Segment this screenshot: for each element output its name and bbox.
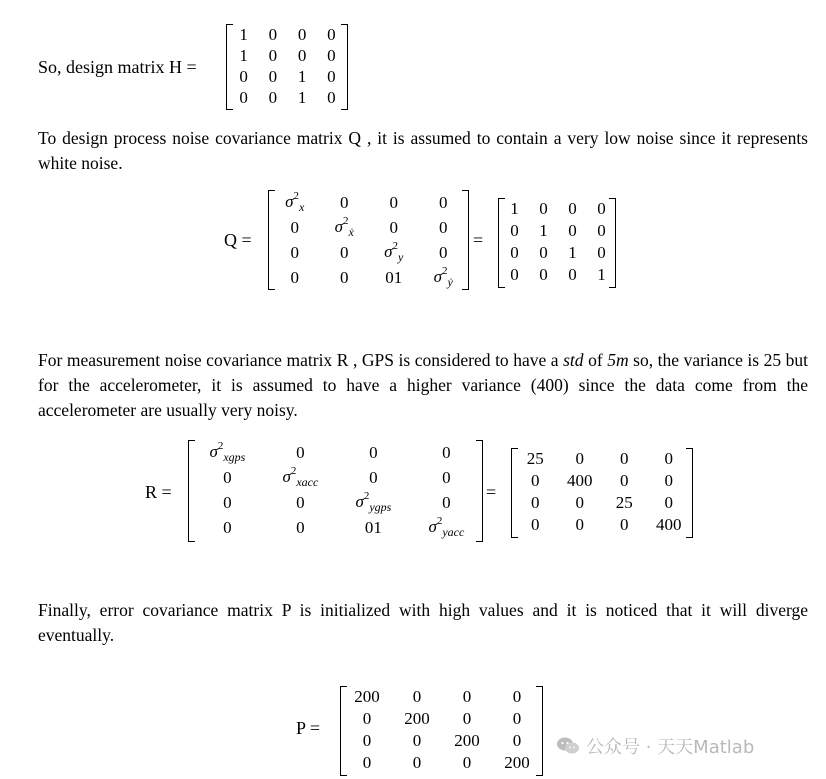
q-value-matrix [500, 198, 616, 286]
matrix-cell: 0 [290, 267, 299, 287]
matrix-cell: 0 [462, 709, 472, 728]
p-label: P = [296, 718, 320, 738]
matrix-cell: 0 [296, 492, 305, 512]
matrix-cell: 0 [462, 753, 472, 772]
matrix-cell: $\sigma^2_{yacc}$ [428, 515, 465, 539]
matrix-cell: 0 [510, 221, 519, 240]
matrix-cell: 0 [568, 199, 577, 218]
matrix-cell: 0 [442, 467, 451, 487]
matrix-cell: 0 [327, 45, 336, 65]
matrix-cell: 0 [531, 515, 540, 534]
matrix-cell: 0 [290, 242, 299, 262]
matrix-cell: 0 [223, 492, 232, 512]
matrix-cell: 0 [462, 687, 472, 706]
matrix-cell: 0 [239, 66, 248, 86]
matrix-cell: 0 [223, 467, 232, 487]
matrix-cell: 0 [412, 753, 422, 772]
matrix-cell: 0 [510, 243, 519, 262]
matrix-cell: 0 [597, 221, 606, 240]
matrix-cell: 0 [442, 442, 451, 462]
matrix-cell: 0 [539, 243, 548, 262]
matrix-cell: 0 [327, 24, 336, 44]
matrix-cell: 25 [526, 449, 544, 468]
matrix-cell: 0 [531, 493, 540, 512]
matrix-cell: 0 [340, 267, 349, 287]
matrix-cell: 0 [268, 87, 278, 107]
matrix-cell: 0 [327, 66, 336, 86]
right-bracket [536, 686, 543, 776]
matrix-cell: 0 [412, 687, 422, 706]
p-matrix [342, 686, 542, 774]
matrix-cell: 1 [297, 66, 307, 86]
matrix-cell: 0 [664, 449, 673, 468]
matrix-cell: 0 [597, 243, 606, 262]
matrix-cell: $\sigma^2_x$ [285, 190, 305, 214]
matrix-cell: 0 [512, 731, 522, 750]
matrix-cell: 0 [290, 217, 299, 237]
matrix-cell: 0 [362, 731, 372, 750]
matrix-cell: 0 [340, 192, 349, 212]
matrix-cell: 1 [297, 87, 307, 107]
matrix-cell: $\sigma^2_{xacc}$ [282, 465, 319, 489]
matrix-cell: 0 [531, 471, 540, 490]
matrix-cell: 0 [268, 66, 278, 86]
q-label: Q = [224, 230, 252, 250]
matrix-cell: 01 [385, 267, 403, 287]
matrix-cell: 0 [442, 492, 451, 512]
matrix-cell: 0 [327, 87, 336, 107]
matrix-cell: 0 [389, 192, 398, 212]
matrix-cell: 0 [575, 493, 584, 512]
matrix-cell: $\sigma^2_{xgps}$ [209, 440, 246, 464]
matrix-cell: 0 [340, 242, 349, 262]
matrix-cell: 0 [597, 199, 606, 218]
matrix-cell: 0 [439, 242, 448, 262]
right-bracket [686, 448, 693, 538]
r-value-matrix [513, 448, 691, 536]
matrix-cell: 0 [369, 467, 378, 487]
matrix-cell: 0 [369, 442, 378, 462]
matrix-cell: 0 [296, 517, 305, 537]
matrix-cell: 1 [568, 243, 577, 262]
matrix-cell: 0 [296, 442, 305, 462]
matrix-cell: 0 [439, 217, 448, 237]
matrix-cell: 0 [362, 709, 372, 728]
matrix-cell: 0 [268, 24, 278, 44]
matrix-cell: 0 [268, 45, 278, 65]
process-noise-paragraph: To design process noise covariance matrix Q , it is assumed to contain a very low noise since it represents white noise. [38, 128, 808, 173]
matrix-cell: 01 [364, 517, 382, 537]
matrix-cell: 0 [439, 192, 448, 212]
measurement-noise-paragraph: For measurement noise covariance matrix R , GPS is considered to have a std of 5m so, the variance is 25 but for the accelerometer, it is assumed to have a higher variance (400) since the data come from the accelerometer are usually very noisy. [38, 350, 809, 420]
matrix-cell: 0 [362, 753, 372, 772]
matrix-cell: 1 [239, 24, 248, 44]
matrix-cell: $\sigma^2_y$ [384, 240, 404, 264]
q-sigma-matrix [270, 190, 468, 288]
watermark-text: 公众号 · 天天Matlab [586, 737, 755, 758]
r-label: R = [145, 482, 172, 502]
matrix-cell: 0 [297, 45, 307, 65]
equals-sign: = [473, 230, 484, 250]
matrix-cell: 1 [539, 221, 548, 240]
matrix-cell: 25 [615, 493, 633, 512]
matrix-cell: 0 [510, 265, 519, 284]
matrix-cell: 0 [664, 471, 673, 490]
matrix-cell: 1 [597, 265, 606, 284]
error-covariance-paragraph: Finally, error covariance matrix P is initialized with high values and it is noticed that it will diverge eventually. [38, 600, 808, 645]
matrix-cell: 0 [512, 687, 522, 706]
matrix-cell: 0 [620, 471, 629, 490]
matrix-cell: 0 [620, 515, 629, 534]
matrix-cell: 0 [223, 517, 232, 537]
watermark [556, 733, 754, 759]
design-matrix-label: So, design matrix H = [38, 57, 197, 77]
matrix-cell: $\sigma^2_{ygps}$ [355, 490, 392, 514]
matrix-cell: 200 [504, 753, 530, 772]
r-sigma-matrix [190, 440, 482, 540]
matrix-cell: $\sigma^2_ẏ$ [433, 265, 453, 289]
matrix-cell: 0 [575, 449, 584, 468]
matrix-cell: 0 [664, 493, 673, 512]
matrix-cell: 0 [539, 199, 548, 218]
matrix-cell: 0 [512, 709, 522, 728]
matrix-cell: 0 [568, 265, 577, 284]
matrix-cell: 0 [389, 217, 398, 237]
matrix-cell: 0 [620, 449, 629, 468]
matrix-cell: 1 [239, 45, 248, 65]
matrix-cell: 0 [412, 731, 422, 750]
matrix-cell: 0 [539, 265, 548, 284]
equals-sign: = [486, 482, 497, 502]
matrix-cell: 200 [404, 709, 430, 728]
matrix-cell: 400 [656, 515, 682, 534]
right-bracket [609, 198, 616, 288]
right-bracket [476, 440, 483, 542]
right-bracket [341, 24, 348, 110]
matrix-cell: 200 [454, 731, 480, 750]
matrix-cell: 1 [510, 199, 519, 218]
matrix-cell: $\sigma^2_ẋ$ [334, 215, 354, 239]
design-matrix [229, 24, 346, 108]
matrix-cell: 0 [297, 24, 307, 44]
matrix-cell: 0 [575, 515, 584, 534]
wechat-icon [556, 736, 580, 756]
right-bracket [462, 190, 469, 290]
matrix-cell: 0 [239, 87, 248, 107]
matrix-cell: 400 [567, 471, 593, 490]
matrix-cell: 0 [568, 221, 577, 240]
matrix-cell: 200 [354, 687, 380, 706]
